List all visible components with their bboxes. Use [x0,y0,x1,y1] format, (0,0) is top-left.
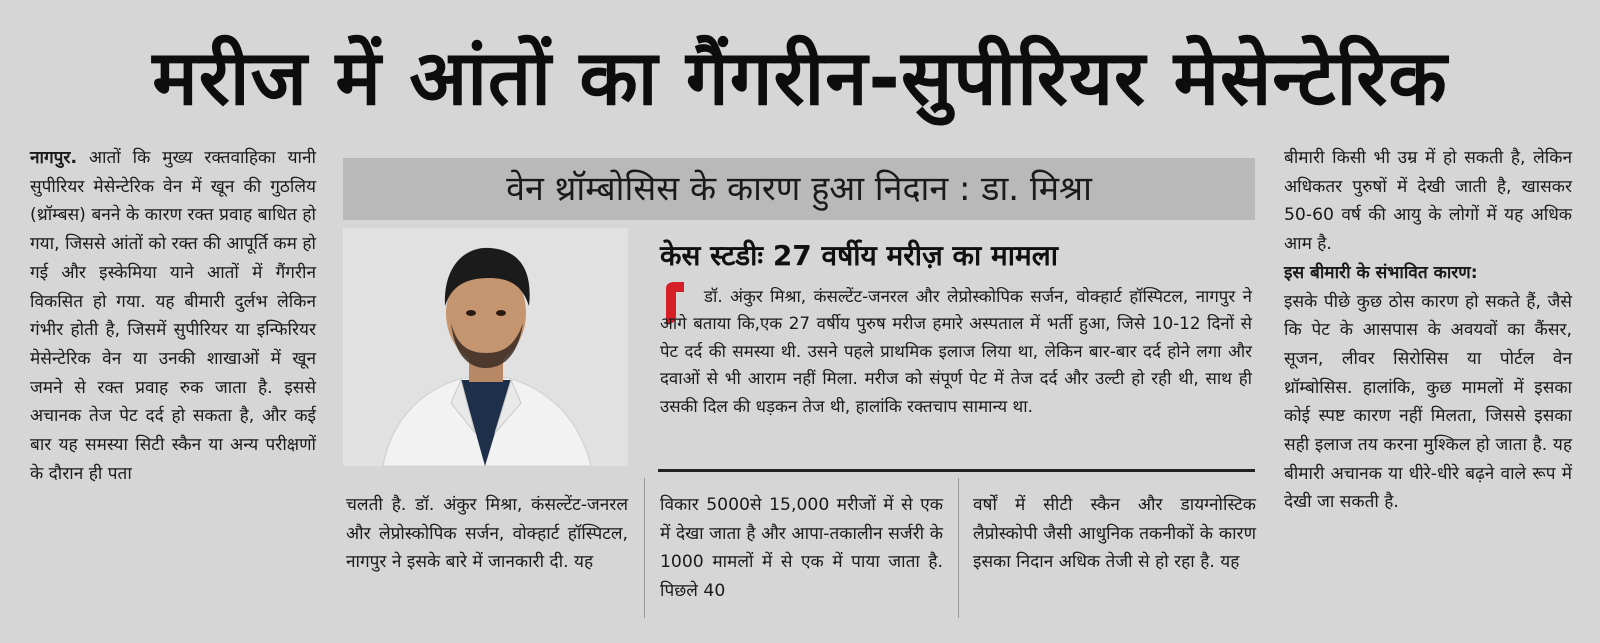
doctor-quote-text: डॉ. अंकुर मिश्रा, कंसल्टेंट-जनरल और लेप्रोस्कोपिक सर्जन, वोक्हार्ट हॉस्पिटल, नागपुर ने आगे बताया कि,एक 27 वर्षीय पुरुष मरीज हमारे अस्पताल में भर्ती हुआ, जिसे 10-12 दिनों से पेट दर्द की समस्या थी. उसने पहले प्राथमिक इलाज लिया था, लेकिन बार-बार दर्द होने लगा और दवाओं से भी आराम नहीं मिला. मरीज को संपूर्ण पेट में तेज दर्द और उल्टी हो रही थी, साथ ही उसकी दिल की धड़कन तेज थी, हालांकि रक्तचाप सामान्य था. [660,286,1252,416]
column-4-text: वर्षों में सीटी स्कैन और डायग्नोस्टिक लैप्रोस्कोपी जैसी आधुनिक तकनीकों के कारण इसका निदान अधिक तेजी से हो रहा है. यह [973,495,1256,573]
column-3-text: विकार 5000से 15,000 मरीजों में से एक में देखा जाता है और आपा-तकालीन सर्जरी के 1000 मामलों में से एक में पाया जाता है. पिछले 40 [660,495,943,602]
column-1 [30,144,316,488]
case-study-title: केस स्टडीः 27 वर्षीय मरीज़ का मामला [660,239,1058,272]
causes-subheading: इस बीमारी के संभावित कारण: [1284,262,1478,283]
column-1-text: आतों कि मुख्य रक्तवाहिका यानी सुपीरियर मेसेन्टेरिक वेन में खून की गुठलिय (थ्रॉम्बस) बनने के कारण रक्त प्रवाह बाधित हो गया, जिससे आंतों को रक्त की आपूर्ति कम हो गई और इस्केमिया याने आतों में गैंगरीन विकसित हो गया. यह बीमारी दुर्लभ लेकिन गंभीर होती है, जिसमें सुपीरियर या इन्फिरियर मेसेन्टेरिक वेन या उनकी शाखाओं में खून जमने से रक्त प्रवाह रुक जाता है. इससे अचानक तेज पेट दर्द हो सकता है, और कई बार यह समस्या सिटी स्कैन या अन्य परीक्षणों के दौरान ही पता [30,148,317,484]
dateline: नागपुर. [30,148,77,168]
column-divider [958,478,959,618]
deck-subheadline: वेन थ्रॉम्बोसिस के कारण हुआ निदान : डा. मिश्रा [343,158,1255,220]
column-right-para-2: इसके पीछे कुछ ठोस कारण हो सकते हैं, जैसे कि पेट के आसपास के अवयवों का कैंसर, सूजन, लीवर सिरोसिस या पोर्टल वेन थ्रॉम्बोसिस. हालांकि, कुछ मामलों में इसका कोई स्पष्ट कारण नहीं मिलता, जिससे इसका सही इलाज तय करना मुश्किल हो जाता है. यह बीमारी अचानक या धीरे-धीरे बढ़ने वाले रूप में देखी जा सकती है. [1284,291,1572,513]
column-divider [644,478,645,618]
column-2 [346,491,628,577]
column-2-text: चलती है. डॉ. अंकुर मिश्रा, कंसल्टेंट-जनरल और लेप्रोस्कोपिक सर्जन, वोक्हार्ट हॉस्पिटल, नागपुर ने इसके बारे में जानकारी दी. यह [346,495,628,573]
doctor-photo [343,228,628,466]
doctor-portrait-image [343,228,628,466]
column-3 [660,491,943,606]
column-right [1284,144,1572,517]
section-rule [658,469,1255,472]
headline: मरीज में आंतों का गैंगरीन-सुपीरियर मेसेन्टेरिक [152,33,1448,122]
doctor-quote [660,283,1252,420]
column-4 [973,491,1256,577]
column-right-para-1: बीमारी किसी भी उम्र में हो सकती है, लेकिन अधिकतर पुरुषों में देखी जाती है, खासकर 50-60 वर्ष की आयु के लोगों में यह अधिक आम है. [1284,148,1572,255]
